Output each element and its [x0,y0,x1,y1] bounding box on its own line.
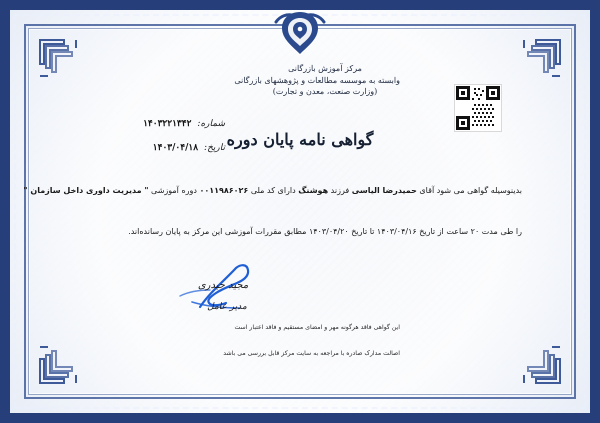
recipient-name: حمیدرضا الیاسی [351,186,417,195]
institution-header [234,64,400,97]
header-line-3: (وزارت صنعت، معدن و تجارت) [272,87,378,97]
signatory-name: مجید حیدری [197,280,249,291]
course-label: دوره آموزشی [151,186,197,195]
course-name: " مدیریت داوری داخل سازمان " [23,186,149,195]
certificate-footer [223,324,400,358]
qr-code [454,84,502,132]
qr-code-icon [456,86,500,130]
body-line-1-prefix: بدینوسیله گواهی می شود آقای [419,186,522,195]
signatory-title: مدیر عامل [207,302,247,312]
corner-ornament-top-left [34,34,88,88]
certificate-date-value: ۱۴۰۳/۰۴/۱۸ [152,143,199,153]
footer-note-2: اصالت مدارک صادره با مراجعه به سایت مرکز قابل بررسی می باشد [223,349,400,357]
son-of-label: فرزند [330,186,350,195]
father-name: هوشنگ [298,186,329,195]
certificate-date-label: تاریخ: [204,143,225,153]
corner-ornament-top-right [512,34,566,88]
certificate-number-value: ۱۴۰۳۲۲۱۳۴۲ [143,119,192,129]
body-line-1 [23,185,522,196]
certificate-title: گواهی نامه پایان دوره [226,130,374,149]
signature-block [170,262,266,324]
body-line-2: را طی مدت ۲۰ ساعت از تاریخ ۱۴۰۳/۰۴/۱۶ تا تاریخ ۱۴۰۳/۰۴/۲۰ مطابق مقررات آموزشی این مرکز به پایان رسانده‌اند. [128,227,522,237]
certificate-number-label: شماره: [197,119,225,129]
corner-ornament-bottom-right [512,335,566,389]
footer-note-1: این گواهی فاقد هرگونه مهر و امضای مستقیم و فاقد اعتبار است [234,324,400,331]
emblem-icon [276,12,324,54]
national-code-label: دارای کد ملی [250,186,296,195]
header-line-1: مرکز آموزش بازرگانی [288,64,362,73]
certificate-body [23,185,522,237]
header-line-2: وابسته به موسسه مطالعات و پژوهشهای بازرگانی [234,75,400,85]
national-code-value: ۰۰۱۱۹۸۶۰۲۶ [199,186,249,195]
institution-emblem [262,6,338,60]
certificate-number-row [105,119,225,129]
corner-ornament-bottom-left [34,335,88,389]
